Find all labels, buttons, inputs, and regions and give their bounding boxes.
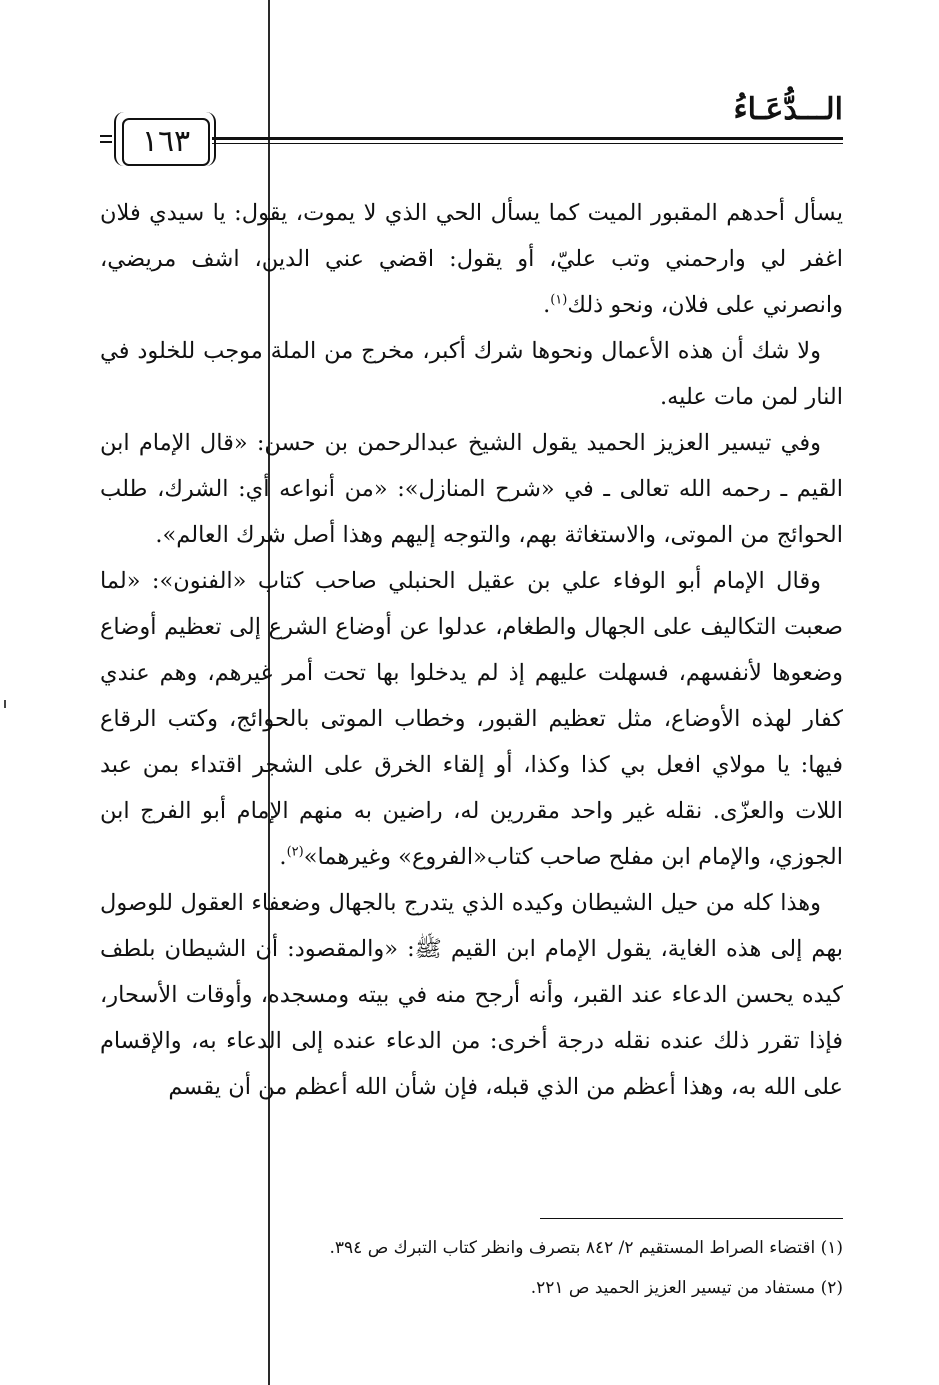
paragraph-4-end: . (279, 844, 287, 870)
footnote-2: (٢) مستفاد من تيسير العزيز الحميد ص ٢٢١. (530, 1278, 843, 1298)
page-number-box (122, 118, 210, 166)
page-number: ١٦٣ (141, 124, 191, 159)
page-edge-mark (4, 700, 6, 708)
paragraph-4-text: وقال الإمام أبو الوفاء علي بن عقيل الحنبلي صاحب كتاب «الفنون»: «لما صعبت التكاليف على الجهال والطغام، عدلوا عن أوضاع الشرع إلى تعظيم أوضاع وضعوها لأنفسهم، فسهلت عليهم إذ لم يدخلوا بها تحت أمر غيرهم، وهم عندي كفار لهذه الأوضاع، مثل تعظيم القبور، وخطاب الموتى بالحوائج، وكتب الرقاع فيها: يا مولاي افعل بي كذا وكذا، أو إلقاء الخرق على الشجر اقتداء بمن عبد اللات والعزّى. نقله غير واحد مقررين له، راضين به منهم الإمام أبو الفرج ابن الجوزي، والإمام ابن مفلح صاحب كتاب«الفروع» وغيرهما» (100, 568, 843, 870)
paragraph-4 (100, 558, 843, 880)
header-ornament-dash (100, 135, 112, 143)
footnotes (100, 1228, 843, 1308)
paragraph-5: وهذا كله من حيل الشيطان وكيده الذي يتدرج بالجهال وضعفاء العقول للوصول بهم إلى هذه الغاية، يقول الإمام ابن القيم ﷺ: «والمقصود: أن الشيطان بلطف كيده يحسن الدعاء عند القبر، وأنه أرجح منه في بيته ومسجده، وأوقات الأسحار، فإذا تقرر ذلك عنده نقله درجة أخرى: من الدعاء عنده إلى الدعاء به، والإقسام على الله به، وهذا أعظم من الذي قبله، فإن شأن الله أعظم من أن يقسم (100, 890, 843, 1100)
paragraph-1-end: . (543, 292, 551, 318)
paragraph-3: وفي تيسير العزيز الحميد يقول الشيخ عبدالرحمن بن حسن: «قال الإمام ابن القيم ـ رحمه الله تعالى ـ في «شرح المنازل»: «من أنواعه أي: الشرك، طلب الحوائج من الموتى، والاستغاثة بهم، والتوجه إليهم وهذا أصل شرك العالم». (100, 430, 843, 548)
footnote-1: (١) اقتضاء الصراط المستقيم ٢/ ٨٤٢ بتصرف وانظر كتاب التبرك ص ٣٩٤. (329, 1238, 843, 1258)
header-rule (212, 137, 843, 144)
main-text (100, 190, 843, 1110)
footnote-ref-2: (٢) (286, 844, 304, 860)
footnote-separator (540, 1218, 843, 1219)
paragraph-1 (100, 190, 843, 328)
paragraph-2: ولا شك أن هذه الأعمال ونحوها شرك أكبر، مخرج من الملة موجب للخلود في النار لمن مات عليه. (100, 338, 843, 410)
footnote-ref-1: (١) (550, 292, 568, 308)
running-header-title: الـــدُّعَـاءُ (733, 92, 843, 127)
paragraph-1-text: يسأل أحدهم المقبور الميت كما يسأل الحي الذي لا يموت، يقول: يا سيدي فلان اغفر لي وارحمني وتب عليّ، أو يقول: اقضي عني الدين، اشف مريضي، وانصرني على فلان، ونحو ذلك (100, 200, 843, 318)
